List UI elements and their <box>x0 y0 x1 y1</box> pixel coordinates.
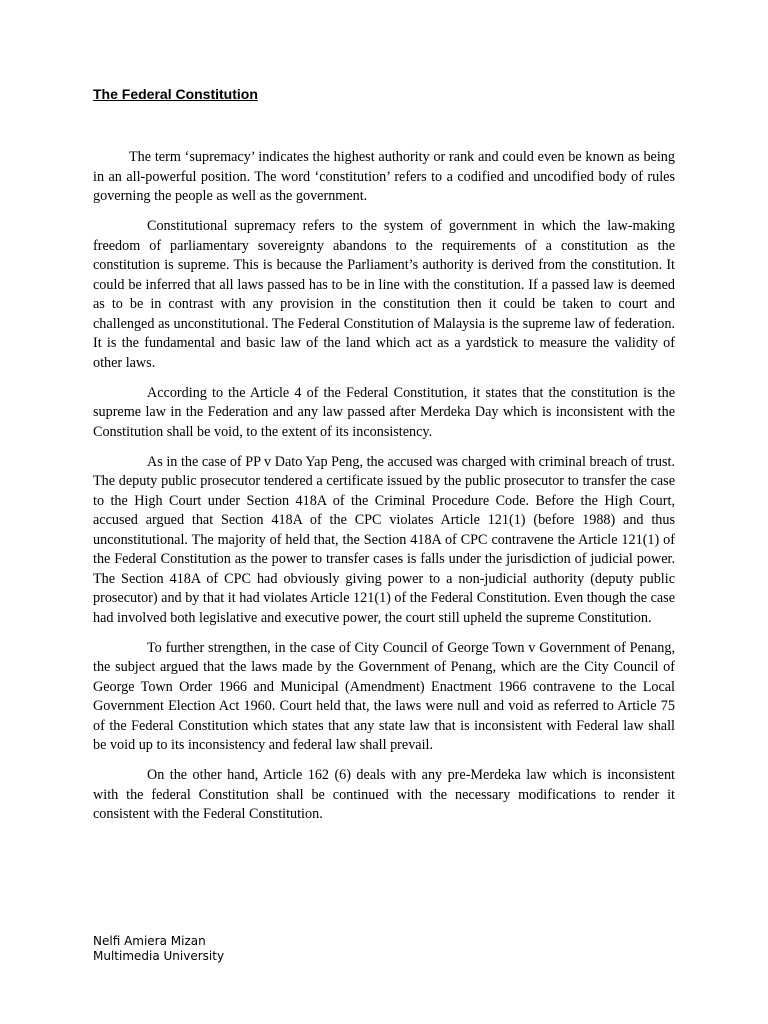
paragraph-5: To further strengthen, in the case of City Council of George Town v Government of Penang, the subject argued that the laws made by the Government of Penang, which are the City Council of George Town Order 1966 and Municipal (Amendment) Enactment 1966 contravene to the Local Government Election Act 1960. Court held that, the laws were null and void as referred to Article 75 of the Federal Constitution which states that any state law that is inconsistent with Federal law shall be void up to its inconsistency and federal law shall prevail. <box>93 639 675 753</box>
paragraph-2: Constitutional supremacy refers to the system of government in which the law-making freedom of parliamentary sovereignty abandons to the requirements of a constitution as the constitution is supreme. This is because the Parliament’s authority is derived from the constitution. It could be inferred that all laws passed has to be in line with the constitution. If a passed law is deemed as to be in contrast with any provision in the constitution then it could be taken to court and challenged as unconstitutional. The Federal Constitution of Malaysia is the supreme law of federation. It is the fundamental and basic law of the land which act as a yardstick to measure the validity of other laws. <box>93 218 675 371</box>
footer-institution: Multimedia University <box>93 949 225 963</box>
footer-author: Nelfi Amiera Mizan <box>93 934 206 948</box>
paragraph-4: As in the case of PP v Dato Yap Peng, the accused was charged with criminal breach of trust. The deputy public prosecutor tendered a certificate issued by the public prosecutor to transfer the case to the High Court under Section 418A of the Criminal Procedure Code. Before the High Court, accused argued that Section 418A of the CPC violates Article 121(1) (before 1988) and thus unconstitutional. The majority of held that, the Section 418A of CPC contravene the Article 121(1) of the Federal Constitution as the power to transfer cases is falls under the jurisdiction of judicial power. The Section 418A of CPC had obviously giving power to a non-judicial authority (deputy public prosecutor) and by that it had violates Article 121(1) of the Federal Constitution. Even though the case had involved both legislative and executive power, the court still upheld the supreme Constitution. <box>93 453 675 626</box>
page-footer <box>93 934 224 964</box>
paragraph-1: The term ‘supremacy’ indicates the highest authority or rank and could even be known as being in an all-powerful position. The word ‘constitution’ refers to a codified and uncodified body of rules governing the people as well as the government. <box>93 149 675 204</box>
paragraph-6: On the other hand, Article 162 (6) deals with any pre-Merdeka law which is inconsistent with the federal Constitution shall be continued with the necessary modifications to render it consistent with the Federal Constitution. <box>93 767 675 822</box>
document-title: The Federal Constitution <box>93 86 258 102</box>
document-body <box>93 148 675 835</box>
paragraph-3: According to the Article 4 of the Federal Constitution, it states that the constitution is the supreme law in the Federation and any law passed after Merdeka Day which is inconsistent with the Constitution shall be void, to the extent of its inconsistency. <box>93 384 675 440</box>
